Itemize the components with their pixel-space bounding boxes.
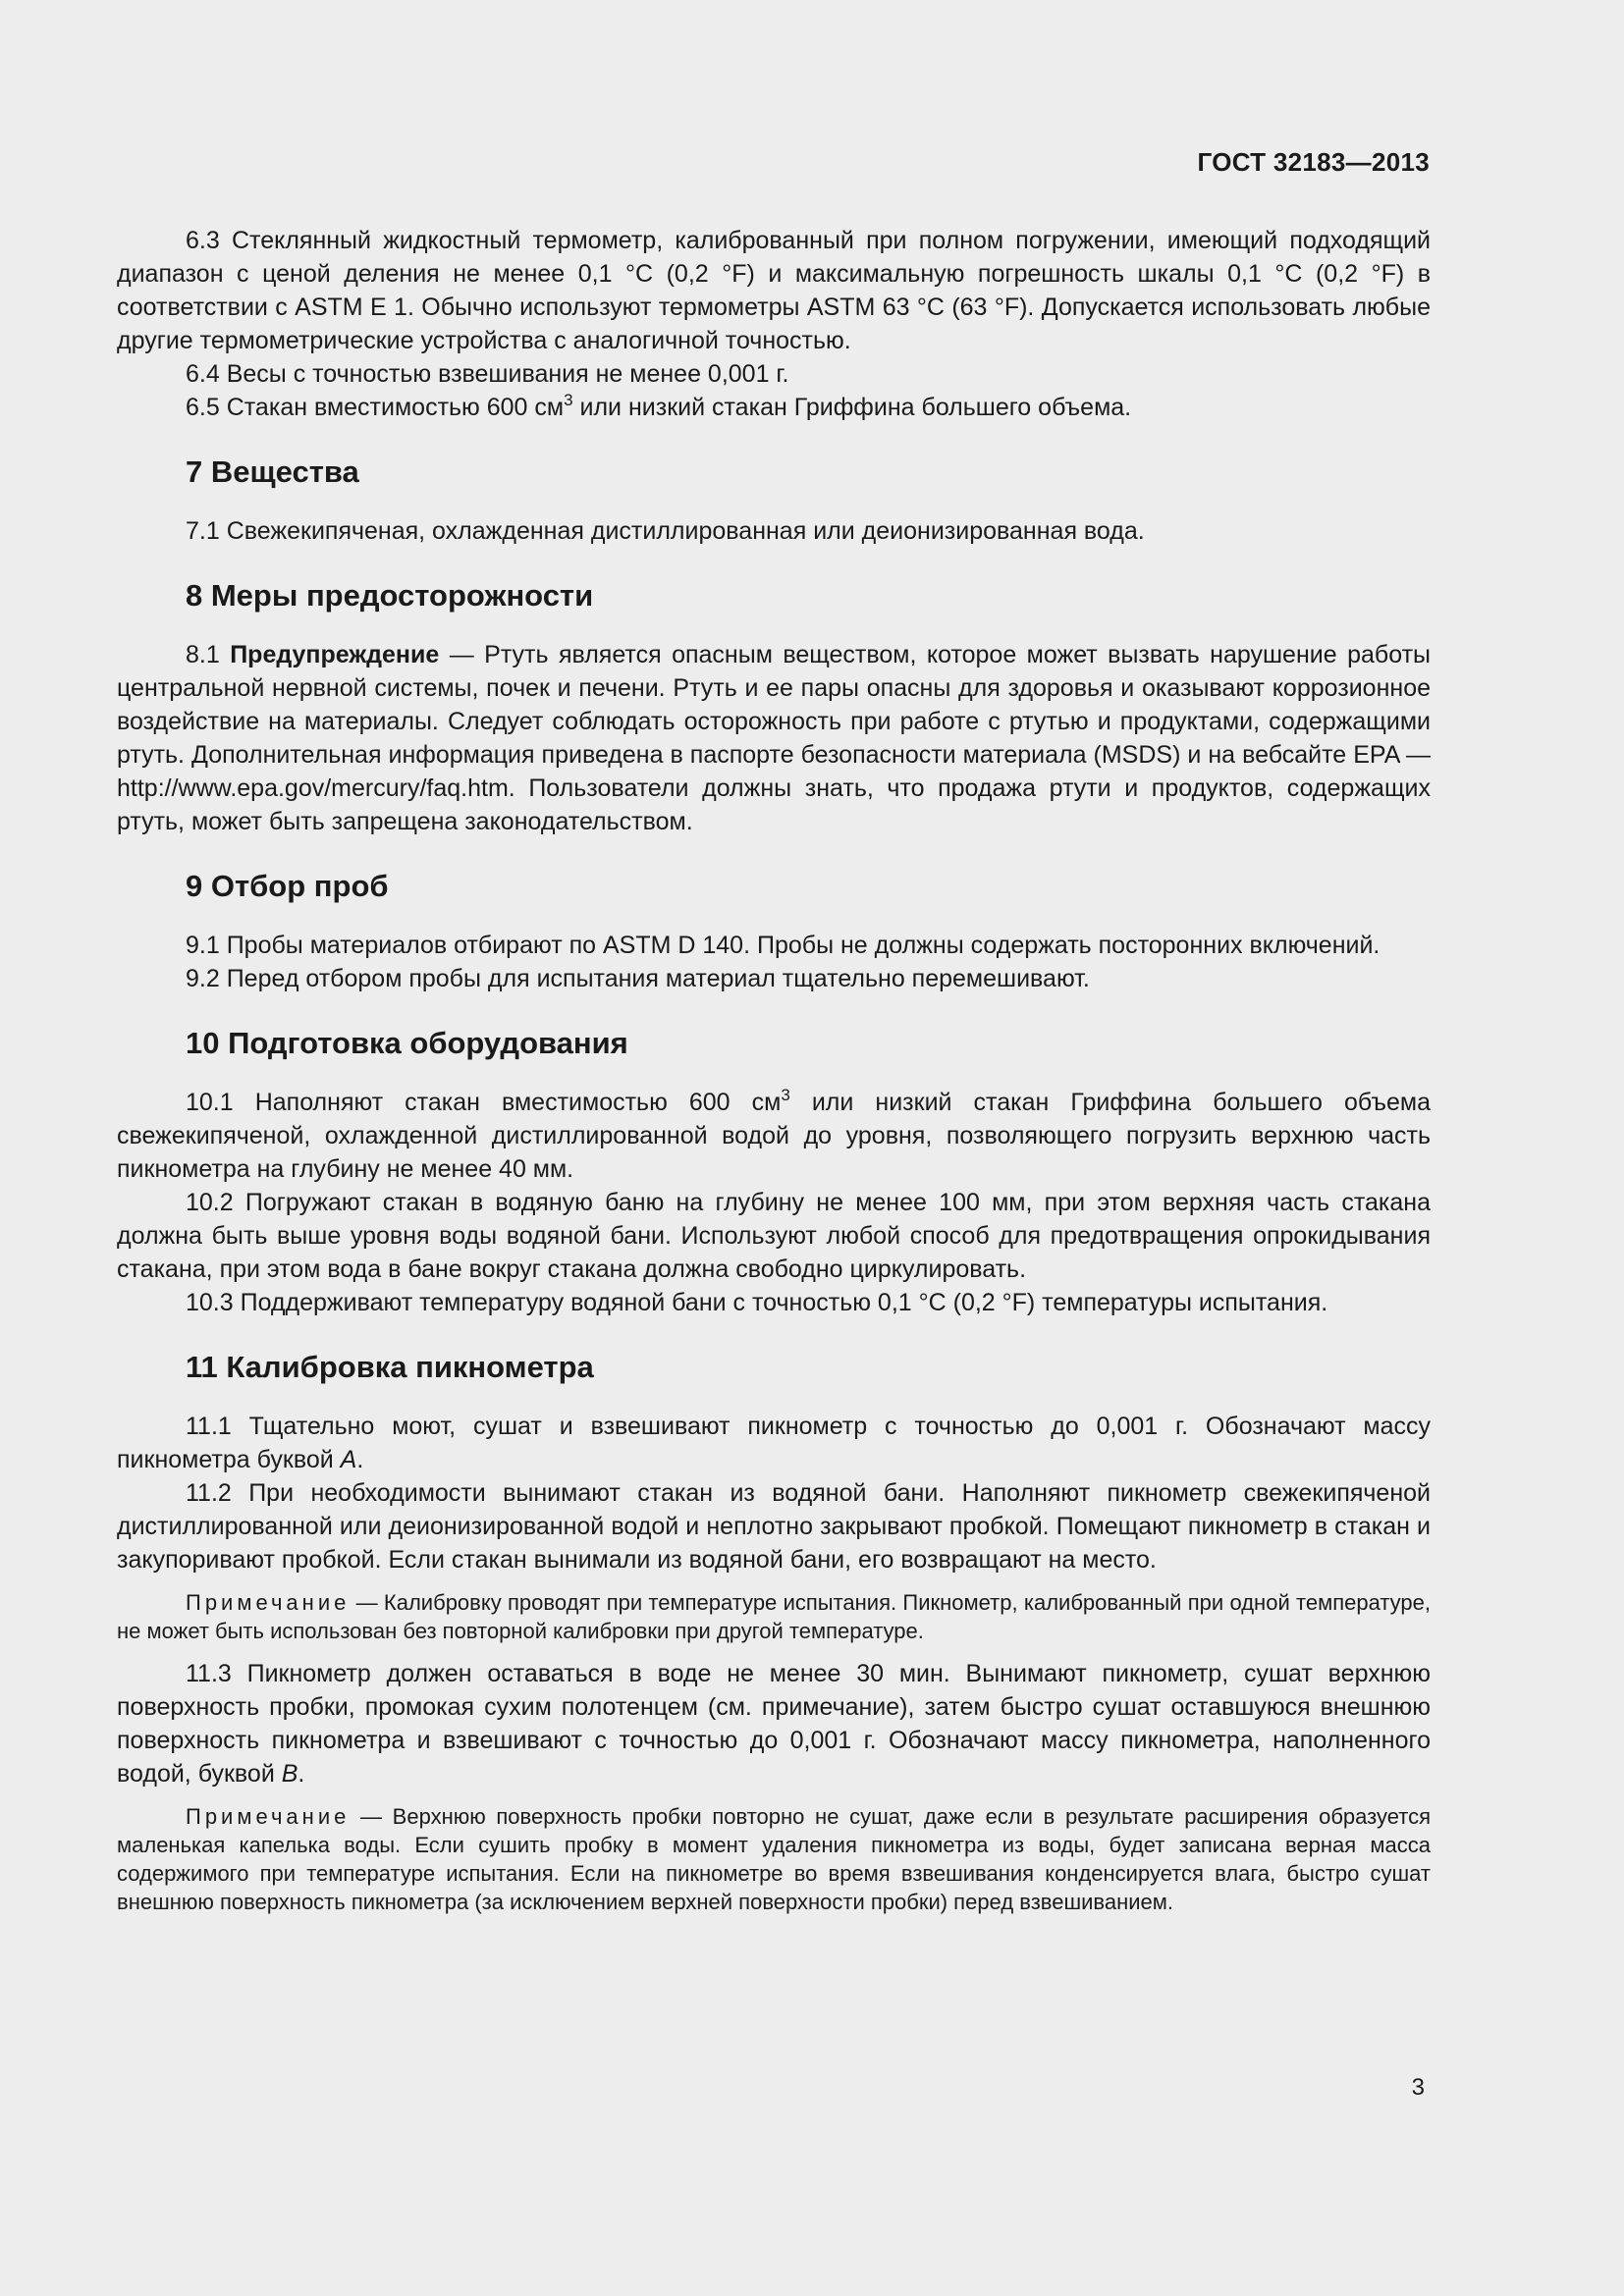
paragraph-10-2: 10.2 Погружают стакан в водяную баню на глубину не менее 100 мм, при этом верхняя часть стакана должна быть выше уровня воды водяной бани. Используют любой способ для предотвращения опрокидывания стакана, при этом вода в бане вокруг стакана должна свободно циркулировать. [117,1189,1431,1283]
paragraph-11-2: 11.2 При необходимости вынимают стакан из водяной бани. Наполняют пикнометр свежекипяченой дистиллированной или деионизированной водой и неплотно закрывают пробкой. Помещают пикнометр в стакан и закупоривают пробкой. Если стакан вынимали из водяной бани, его возвращают на место. [117,1479,1431,1574]
paragraph-6-5-text-end: или низкий стакан Гриффина большего объема. [572,394,1132,421]
paragraph-6-3: 6.3 Стеклянный жидкостный термометр, калиброванный при полном погружении, имеющий подходящий диапазон с ценой деления не менее 0,1 °C (0,2 °F) и максимальную погрешность шкалы 0,1 °C (0,2 °F) в соответствии с ASTM E 1. Обычно используют термометры ASTM 63 °C (63 °F). Допускается использовать любые другие термометрические устройства с аналогичной точностью. [117,227,1431,354]
paragraph-11-1 [117,1410,1431,1476]
paragraph-8-1-text: — Ртуть является опасным веществом, которое может вызвать нарушение работы центральной нервной системы, почек и печени. Ртуть и ее пары опасны для здоровья и оказывают коррозионное воздействие на материалы. Следует соблюдать осторожность при работе с ртутью и продуктами, содержащими ртуть. Дополнительная информация приведена в паспорте безопасности материала (MSDS) и на вебсайте EPA — http://www.epa.gov/mercury/faq.htm. Пользователи должны знать, что продажа ртути и продуктов, содержащих ртуть, может быть запрещена законодательством. [117,641,1431,835]
mass-variable-b: B [281,1760,298,1788]
paragraph-11-3-end: . [298,1760,305,1788]
note-2-text: — Верхнюю поверхность пробки повторно не сушат, даже если в результате расширения образуется маленькая капелька воды. Если сушить пробку в момент удаления пикнометра из воды, будет записана верная масса содержимого при температуре испытания. Если на пикнометре во время взвешивания конденсируется влага, быстро сушат внешнюю поверхность пикнометра (за исключением верхней поверхности пробки) перед взвешиванием. [117,1804,1431,1914]
document-body [117,224,1431,1916]
note-label: Примечание [186,1804,351,1829]
paragraph-8-1 [117,638,1431,838]
section-7-heading: 7 Вещества [186,454,359,489]
paragraph-11-3-text: 11.3 Пикнометр должен оставаться в воде не менее 30 мин. Вынимают пикнометр, сушат верхнюю поверхность пробки, промокая сухим полотенцем (см. примечание), затем быстро сушат оставшуюся внешнюю поверхность пикнометра и взвешивают с точностью до 0,001 г. Обозначают массу пикнометра, наполненного водой, буквой [117,1660,1431,1788]
paragraph-9-1: 9.1 Пробы материалов отбирают по ASTM D 140. Пробы не должны содержать посторонних включений. [186,932,1380,959]
page-number: 3 [1411,2074,1425,2101]
paragraph-6-5-text: 6.5 Стакан вместимостью 600 см [186,394,565,421]
note-1 [117,1588,1431,1645]
section-10-heading: 10 Подготовка оборудования [186,1026,628,1060]
paragraph-9-2: 9.2 Перед отбором пробы для испытания материал тщательно перемешивают. [186,965,1090,992]
warning-label: Предупреждение [230,641,440,668]
paragraph-6-4: 6.4 Весы с точностью взвешивания не менее 0,001 г. [186,360,789,388]
paragraph-11-1-text: 11.1 Тщательно моют, сушат и взвешивают пикнометр с точностью до 0,001 г. Обозначают массу пикнометра буквой [117,1413,1431,1473]
paragraph-7-1: 7.1 Свежекипяченая, охлажденная дистиллированная или деионизированная вода. [186,517,1145,545]
paragraph-10-1-text-end: или низкий стакан Гриффина большего объема свежекипяченой, охлажденной дистиллированной водой до уровня, позволяющего погрузить верхнюю часть пикнометра на глубину не менее 40 мм. [117,1089,1432,1183]
paragraph-10-3: 10.3 Поддерживают температуру водяной бани с точностью 0,1 °C (0,2 °F) температуры испытания. [186,1289,1328,1316]
paragraph-11-3 [117,1657,1431,1790]
document-code-header: ГОСТ 32183—2013 [1197,147,1430,177]
paragraph-10-1 [117,1086,1431,1186]
section-8-heading: 8 Меры предосторожности [186,578,594,613]
superscript-cube: 3 [564,391,573,409]
paragraph-11-1-end: . [356,1446,364,1473]
section-9-heading: 9 Отбор проб [186,869,389,903]
paragraph-6-5 [117,391,1431,424]
mass-variable-a: A [340,1446,357,1473]
superscript-cube: 3 [781,1086,790,1104]
section-11-heading: 11 Калибровка пикнометра [186,1350,594,1384]
note-1-text: — Калибровку проводят при температуре испытания. Пикнометр, калиброванный при одной температуре, не может быть использован без повторной калибровки при другой температуре. [117,1590,1431,1643]
note-label: Примечание [186,1590,351,1615]
paragraph-10-1-text: 10.1 Наполняют стакан вместимостью 600 см [186,1089,782,1116]
note-2 [117,1802,1431,1916]
paragraph-8-1-number: 8.1 [186,641,231,668]
